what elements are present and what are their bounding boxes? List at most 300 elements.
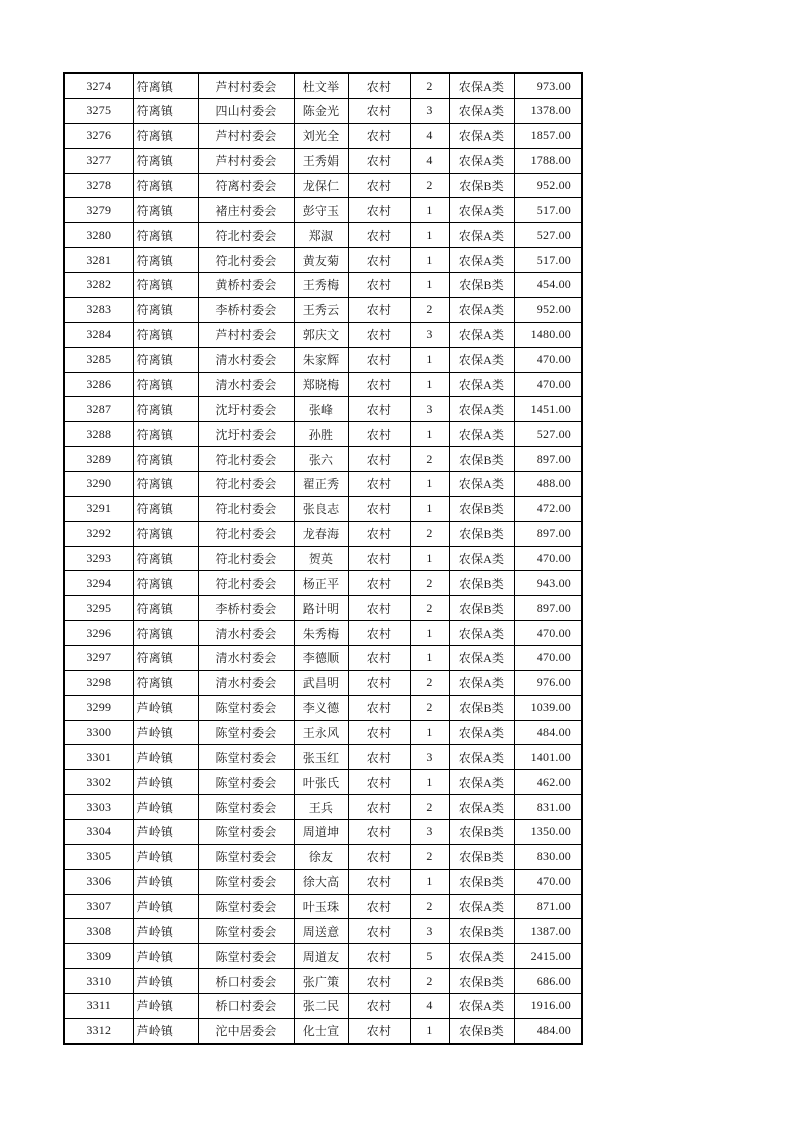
cell-person-name: 朱秀梅 (294, 621, 348, 646)
cell-amount: 1916.00 (514, 993, 582, 1018)
cell-town: 符离镇 (133, 322, 198, 347)
table-row (64, 422, 582, 447)
cell-person-count: 2 (410, 73, 449, 99)
cell-household-type: 农村 (348, 148, 410, 173)
table-row (64, 496, 582, 521)
cell-person-name: 化士宣 (294, 1018, 348, 1044)
cell-person-count: 3 (410, 322, 449, 347)
cell-person-name: 贺英 (294, 546, 348, 571)
cell-row-number: 3312 (64, 1018, 133, 1044)
cell-person-count: 1 (410, 1018, 449, 1044)
cell-row-number: 3296 (64, 621, 133, 646)
cell-household-type: 农村 (348, 173, 410, 198)
cell-village-committee: 清水村委会 (198, 645, 294, 670)
cell-person-name: 郭庆文 (294, 322, 348, 347)
cell-row-number: 3279 (64, 198, 133, 223)
cell-town: 芦岭镇 (133, 1018, 198, 1044)
table-row (64, 993, 582, 1018)
cell-row-number: 3286 (64, 372, 133, 397)
cell-household-type: 农村 (348, 297, 410, 322)
cell-village-committee: 沈圩村委会 (198, 422, 294, 447)
table-row (64, 621, 582, 646)
cell-row-number: 3274 (64, 73, 133, 99)
cell-person-count: 5 (410, 944, 449, 969)
table-row (64, 397, 582, 422)
cell-amount: 517.00 (514, 198, 582, 223)
cell-row-number: 3293 (64, 546, 133, 571)
cell-village-committee: 陈堂村委会 (198, 869, 294, 894)
cell-town: 符离镇 (133, 123, 198, 148)
cell-person-name: 徐大高 (294, 869, 348, 894)
cell-household-type: 农村 (348, 273, 410, 298)
cell-town: 芦岭镇 (133, 944, 198, 969)
cell-village-committee: 四山村委会 (198, 99, 294, 124)
cell-amount: 488.00 (514, 471, 582, 496)
cell-village-committee: 沈圩村委会 (198, 397, 294, 422)
table-row (64, 273, 582, 298)
cell-person-name: 翟正秀 (294, 471, 348, 496)
cell-row-number: 3302 (64, 770, 133, 795)
cell-row-number: 3304 (64, 819, 133, 844)
cell-amount: 470.00 (514, 869, 582, 894)
table-row (64, 919, 582, 944)
cell-insurance-category: 农保A类 (449, 621, 514, 646)
cell-town: 符离镇 (133, 521, 198, 546)
cell-household-type: 农村 (348, 73, 410, 99)
table-row (64, 347, 582, 372)
table-row (64, 720, 582, 745)
cell-row-number: 3278 (64, 173, 133, 198)
cell-amount: 484.00 (514, 1018, 582, 1044)
cell-village-committee: 李桥村委会 (198, 596, 294, 621)
cell-insurance-category: 农保A类 (449, 297, 514, 322)
cell-row-number: 3300 (64, 720, 133, 745)
cell-household-type: 农村 (348, 471, 410, 496)
cell-household-type: 农村 (348, 223, 410, 248)
cell-village-committee: 陈堂村委会 (198, 944, 294, 969)
table-row (64, 819, 582, 844)
cell-row-number: 3306 (64, 869, 133, 894)
cell-amount: 470.00 (514, 372, 582, 397)
cell-village-committee: 符北村委会 (198, 223, 294, 248)
cell-person-name: 杜文举 (294, 73, 348, 99)
table-row (64, 248, 582, 273)
cell-village-committee: 陈堂村委会 (198, 720, 294, 745)
cell-person-count: 1 (410, 546, 449, 571)
cell-person-name: 彭守玉 (294, 198, 348, 223)
cell-household-type: 农村 (348, 496, 410, 521)
cell-amount: 871.00 (514, 894, 582, 919)
cell-town: 芦岭镇 (133, 869, 198, 894)
cell-insurance-category: 农保A类 (449, 73, 514, 99)
cell-insurance-category: 农保A类 (449, 248, 514, 273)
cell-household-type: 农村 (348, 596, 410, 621)
cell-village-committee: 黄桥村委会 (198, 273, 294, 298)
cell-village-committee: 陈堂村委会 (198, 819, 294, 844)
cell-village-committee: 芦村村委会 (198, 73, 294, 99)
cell-village-committee: 陈堂村委会 (198, 844, 294, 869)
cell-person-name: 张良志 (294, 496, 348, 521)
cell-row-number: 3277 (64, 148, 133, 173)
cell-insurance-category: 农保B类 (449, 273, 514, 298)
cell-town: 符离镇 (133, 447, 198, 472)
table-row (64, 123, 582, 148)
cell-household-type: 农村 (348, 869, 410, 894)
cell-town: 符离镇 (133, 173, 198, 198)
cell-amount: 484.00 (514, 720, 582, 745)
cell-household-type: 农村 (348, 123, 410, 148)
table-row (64, 869, 582, 894)
cell-insurance-category: 农保A类 (449, 670, 514, 695)
cell-person-name: 张广策 (294, 969, 348, 994)
cell-row-number: 3291 (64, 496, 133, 521)
cell-household-type: 农村 (348, 695, 410, 720)
cell-amount: 472.00 (514, 496, 582, 521)
cell-village-committee: 芦村村委会 (198, 322, 294, 347)
cell-insurance-category: 农保A类 (449, 322, 514, 347)
cell-village-committee: 符北村委会 (198, 496, 294, 521)
cell-town: 符离镇 (133, 148, 198, 173)
cell-insurance-category: 农保A类 (449, 944, 514, 969)
cell-town: 芦岭镇 (133, 795, 198, 820)
cell-town: 符离镇 (133, 645, 198, 670)
cell-town: 符离镇 (133, 571, 198, 596)
cell-insurance-category: 农保A类 (449, 99, 514, 124)
cell-village-committee: 桥口村委会 (198, 969, 294, 994)
cell-household-type: 农村 (348, 422, 410, 447)
cell-village-committee: 陈堂村委会 (198, 919, 294, 944)
cell-person-count: 2 (410, 571, 449, 596)
cell-row-number: 3280 (64, 223, 133, 248)
cell-row-number: 3297 (64, 645, 133, 670)
table-row (64, 173, 582, 198)
cell-town: 符离镇 (133, 198, 198, 223)
cell-person-count: 1 (410, 645, 449, 670)
cell-household-type: 农村 (348, 770, 410, 795)
cell-person-count: 4 (410, 123, 449, 148)
cell-amount: 470.00 (514, 347, 582, 372)
cell-insurance-category: 农保B类 (449, 521, 514, 546)
cell-person-name: 朱家辉 (294, 347, 348, 372)
cell-insurance-category: 农保A类 (449, 471, 514, 496)
cell-amount: 897.00 (514, 447, 582, 472)
cell-amount: 943.00 (514, 571, 582, 596)
table-row (64, 546, 582, 571)
cell-row-number: 3307 (64, 894, 133, 919)
cell-person-name: 周道友 (294, 944, 348, 969)
cell-person-count: 2 (410, 844, 449, 869)
cell-town: 符离镇 (133, 372, 198, 397)
cell-household-type: 农村 (348, 198, 410, 223)
cell-household-type: 农村 (348, 919, 410, 944)
cell-household-type: 农村 (348, 969, 410, 994)
table-row (64, 447, 582, 472)
cell-insurance-category: 农保B类 (449, 844, 514, 869)
cell-person-count: 1 (410, 422, 449, 447)
cell-person-name: 张六 (294, 447, 348, 472)
cell-person-count: 2 (410, 447, 449, 472)
table-row (64, 645, 582, 670)
cell-person-name: 孙胜 (294, 422, 348, 447)
cell-person-name: 张峰 (294, 397, 348, 422)
cell-village-committee: 符北村委会 (198, 571, 294, 596)
cell-village-committee: 清水村委会 (198, 347, 294, 372)
cell-insurance-category: 农保B类 (449, 447, 514, 472)
cell-row-number: 3294 (64, 571, 133, 596)
cell-amount: 973.00 (514, 73, 582, 99)
cell-amount: 952.00 (514, 173, 582, 198)
cell-person-count: 1 (410, 471, 449, 496)
cell-row-number: 3292 (64, 521, 133, 546)
cell-amount: 2415.00 (514, 944, 582, 969)
cell-village-committee: 陈堂村委会 (198, 695, 294, 720)
cell-household-type: 农村 (348, 645, 410, 670)
cell-amount: 897.00 (514, 521, 582, 546)
table-row (64, 745, 582, 770)
cell-row-number: 3309 (64, 944, 133, 969)
cell-person-name: 龙春海 (294, 521, 348, 546)
cell-village-committee: 李桥村委会 (198, 297, 294, 322)
cell-person-count: 3 (410, 99, 449, 124)
cell-village-committee: 褚庄村委会 (198, 198, 294, 223)
cell-town: 芦岭镇 (133, 720, 198, 745)
cell-insurance-category: 农保A类 (449, 720, 514, 745)
cell-village-committee: 芦村村委会 (198, 123, 294, 148)
cell-person-name: 龙保仁 (294, 173, 348, 198)
cell-town: 符离镇 (133, 546, 198, 571)
cell-row-number: 3305 (64, 844, 133, 869)
cell-town: 芦岭镇 (133, 969, 198, 994)
cell-insurance-category: 农保A类 (449, 993, 514, 1018)
cell-person-count: 1 (410, 621, 449, 646)
cell-town: 芦岭镇 (133, 695, 198, 720)
cell-village-committee: 沱中居委会 (198, 1018, 294, 1044)
cell-insurance-category: 农保B类 (449, 496, 514, 521)
table-row (64, 795, 582, 820)
cell-row-number: 3275 (64, 99, 133, 124)
cell-person-count: 1 (410, 273, 449, 298)
table-row (64, 596, 582, 621)
cell-row-number: 3295 (64, 596, 133, 621)
table-row (64, 944, 582, 969)
cell-household-type: 农村 (348, 447, 410, 472)
cell-amount: 470.00 (514, 546, 582, 571)
cell-insurance-category: 农保A类 (449, 546, 514, 571)
cell-amount: 976.00 (514, 670, 582, 695)
cell-insurance-category: 农保A类 (449, 148, 514, 173)
cell-insurance-category: 农保A类 (449, 397, 514, 422)
cell-village-committee: 清水村委会 (198, 372, 294, 397)
cell-person-name: 叶玉珠 (294, 894, 348, 919)
cell-insurance-category: 农保B类 (449, 173, 514, 198)
cell-person-name: 郑晓梅 (294, 372, 348, 397)
cell-person-name: 周道坤 (294, 819, 348, 844)
cell-person-count: 1 (410, 770, 449, 795)
cell-household-type: 农村 (348, 894, 410, 919)
cell-household-type: 农村 (348, 720, 410, 745)
cell-town: 符离镇 (133, 422, 198, 447)
cell-town: 符离镇 (133, 471, 198, 496)
cell-person-count: 4 (410, 993, 449, 1018)
cell-village-committee: 符北村委会 (198, 471, 294, 496)
cell-person-count: 1 (410, 720, 449, 745)
cell-person-name: 陈金光 (294, 99, 348, 124)
table-row (64, 770, 582, 795)
cell-village-committee: 陈堂村委会 (198, 770, 294, 795)
cell-village-committee: 桥口村委会 (198, 993, 294, 1018)
cell-person-name: 周送意 (294, 919, 348, 944)
cell-village-committee: 陈堂村委会 (198, 745, 294, 770)
cell-amount: 517.00 (514, 248, 582, 273)
cell-person-name: 郑淑 (294, 223, 348, 248)
cell-town: 符离镇 (133, 73, 198, 99)
cell-household-type: 农村 (348, 993, 410, 1018)
cell-town: 符离镇 (133, 223, 198, 248)
cell-insurance-category: 农保B类 (449, 596, 514, 621)
cell-row-number: 3281 (64, 248, 133, 273)
cell-town: 芦岭镇 (133, 770, 198, 795)
cell-person-name: 叶张氏 (294, 770, 348, 795)
cell-person-count: 2 (410, 695, 449, 720)
cell-town: 芦岭镇 (133, 919, 198, 944)
table-row (64, 198, 582, 223)
cell-row-number: 3283 (64, 297, 133, 322)
cell-village-committee: 陈堂村委会 (198, 894, 294, 919)
cell-row-number: 3289 (64, 447, 133, 472)
cell-village-committee: 芦村村委会 (198, 148, 294, 173)
table-row (64, 521, 582, 546)
cell-household-type: 农村 (348, 99, 410, 124)
table-row (64, 322, 582, 347)
table-row (64, 223, 582, 248)
cell-town: 符离镇 (133, 347, 198, 372)
cell-household-type: 农村 (348, 248, 410, 273)
cell-amount: 831.00 (514, 795, 582, 820)
cell-person-count: 2 (410, 795, 449, 820)
cell-amount: 1857.00 (514, 123, 582, 148)
cell-insurance-category: 农保B类 (449, 819, 514, 844)
cell-insurance-category: 农保A类 (449, 422, 514, 447)
cell-row-number: 3276 (64, 123, 133, 148)
table-row (64, 73, 582, 99)
cell-amount: 1378.00 (514, 99, 582, 124)
cell-household-type: 农村 (348, 347, 410, 372)
table-row (64, 571, 582, 596)
cell-person-count: 2 (410, 969, 449, 994)
cell-insurance-category: 农保B类 (449, 919, 514, 944)
cell-amount: 897.00 (514, 596, 582, 621)
cell-person-count: 1 (410, 869, 449, 894)
cell-row-number: 3288 (64, 422, 133, 447)
cell-town: 符离镇 (133, 297, 198, 322)
cell-row-number: 3287 (64, 397, 133, 422)
cell-household-type: 农村 (348, 322, 410, 347)
cell-person-name: 刘光全 (294, 123, 348, 148)
cell-row-number: 3310 (64, 969, 133, 994)
table-row (64, 372, 582, 397)
table-row (64, 471, 582, 496)
cell-insurance-category: 农保A类 (449, 795, 514, 820)
cell-person-count: 4 (410, 148, 449, 173)
cell-insurance-category: 农保A类 (449, 894, 514, 919)
cell-town: 芦岭镇 (133, 844, 198, 869)
cell-row-number: 3301 (64, 745, 133, 770)
cell-town: 芦岭镇 (133, 745, 198, 770)
table-row (64, 894, 582, 919)
cell-amount: 952.00 (514, 297, 582, 322)
cell-village-committee: 符北村委会 (198, 248, 294, 273)
cell-row-number: 3298 (64, 670, 133, 695)
cell-village-committee: 符北村委会 (198, 521, 294, 546)
cell-person-count: 2 (410, 173, 449, 198)
cell-household-type: 农村 (348, 844, 410, 869)
cell-person-count: 1 (410, 248, 449, 273)
cell-village-committee: 符离村委会 (198, 173, 294, 198)
cell-town: 符离镇 (133, 596, 198, 621)
table-body (64, 73, 582, 1044)
cell-amount: 830.00 (514, 844, 582, 869)
cell-person-count: 1 (410, 496, 449, 521)
cell-amount: 1039.00 (514, 695, 582, 720)
cell-person-count: 2 (410, 521, 449, 546)
cell-household-type: 农村 (348, 670, 410, 695)
cell-insurance-category: 农保B类 (449, 571, 514, 596)
cell-town: 符离镇 (133, 248, 198, 273)
cell-town: 芦岭镇 (133, 819, 198, 844)
cell-household-type: 农村 (348, 745, 410, 770)
cell-amount: 1350.00 (514, 819, 582, 844)
cell-row-number: 3284 (64, 322, 133, 347)
cell-town: 芦岭镇 (133, 993, 198, 1018)
table-row (64, 297, 582, 322)
cell-row-number: 3290 (64, 471, 133, 496)
cell-person-count: 1 (410, 223, 449, 248)
cell-household-type: 农村 (348, 944, 410, 969)
cell-person-count: 3 (410, 819, 449, 844)
cell-row-number: 3311 (64, 993, 133, 1018)
cell-row-number: 3299 (64, 695, 133, 720)
cell-insurance-category: 农保A类 (449, 347, 514, 372)
cell-amount: 454.00 (514, 273, 582, 298)
cell-village-committee: 清水村委会 (198, 670, 294, 695)
cell-amount: 527.00 (514, 223, 582, 248)
cell-row-number: 3285 (64, 347, 133, 372)
cell-row-number: 3282 (64, 273, 133, 298)
cell-town: 符离镇 (133, 273, 198, 298)
table-row (64, 969, 582, 994)
cell-insurance-category: 农保A类 (449, 123, 514, 148)
cell-household-type: 农村 (348, 1018, 410, 1044)
cell-town: 符离镇 (133, 621, 198, 646)
cell-amount: 470.00 (514, 621, 582, 646)
cell-village-committee: 清水村委会 (198, 621, 294, 646)
cell-person-name: 黄友菊 (294, 248, 348, 273)
cell-town: 符离镇 (133, 496, 198, 521)
cell-row-number: 3303 (64, 795, 133, 820)
cell-insurance-category: 农保B类 (449, 695, 514, 720)
cell-person-name: 张二民 (294, 993, 348, 1018)
cell-household-type: 农村 (348, 372, 410, 397)
cell-person-name: 王秀云 (294, 297, 348, 322)
insurance-roster-table (63, 72, 583, 1045)
cell-amount: 1387.00 (514, 919, 582, 944)
cell-village-committee: 陈堂村委会 (198, 795, 294, 820)
cell-person-count: 1 (410, 347, 449, 372)
cell-person-count: 2 (410, 894, 449, 919)
cell-amount: 470.00 (514, 645, 582, 670)
cell-person-count: 2 (410, 670, 449, 695)
cell-amount: 1480.00 (514, 322, 582, 347)
